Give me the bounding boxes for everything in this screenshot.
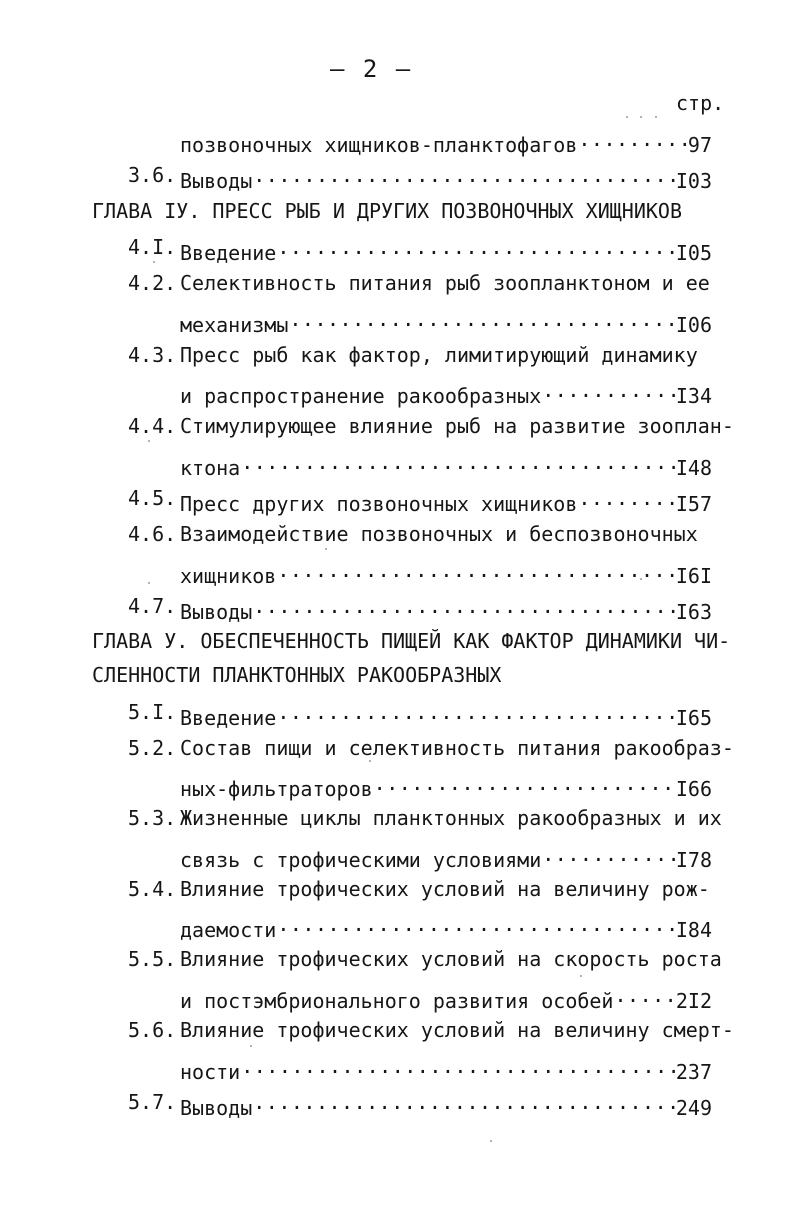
toc-entry-text: ности xyxy=(180,1060,241,1084)
scan-speck xyxy=(655,116,657,118)
dot-leader xyxy=(578,485,675,511)
toc-entry-continuation xyxy=(180,770,712,802)
toc-entry-text: Стимулирующее влияние рыб на развитие зооплан- xyxy=(180,414,734,438)
dot-leader xyxy=(253,162,675,188)
chapter-heading: ГЛАВА У. ОБЕСПЕЧЕННОСТЬ ПИЩЕЙ КАК ФАКТОР ДИНАМИКИ ЧИ- xyxy=(92,629,731,653)
toc-entry-text: и распространение ракообразных xyxy=(180,384,542,408)
toc-entry-continuation xyxy=(180,557,712,589)
scan-speck xyxy=(250,1045,252,1047)
scan-speck xyxy=(369,760,371,762)
dot-leader xyxy=(241,449,675,475)
toc-entry-number: 4.5. xyxy=(128,486,177,510)
toc-entry-page: 2I2 xyxy=(675,989,712,1013)
toc-entry-number: 4.2. xyxy=(128,271,177,295)
toc-entry-page: I48 xyxy=(675,456,712,480)
toc-entry-number: 5.6. xyxy=(128,1018,177,1042)
toc-entry-continuation xyxy=(180,306,712,338)
toc-entry-text: Взаимодействие позвоночных и беспозвоночных xyxy=(180,522,698,546)
toc-entry-text: Введение xyxy=(180,706,277,730)
scan-speck xyxy=(626,116,628,118)
dot-leader xyxy=(277,557,675,583)
dot-leader xyxy=(542,377,675,403)
toc-entry-page: I34 xyxy=(675,384,712,408)
toc-entry-page: I63 xyxy=(675,600,712,624)
dot-leader xyxy=(277,911,675,937)
toc-entry-page: I57 xyxy=(675,492,712,516)
pages-column-label: стр. xyxy=(676,91,725,115)
toc-entry-number: 3.6. xyxy=(128,163,177,187)
toc-entry-page: I84 xyxy=(675,918,712,942)
toc-entry-text: Введение xyxy=(180,241,277,265)
dot-leader xyxy=(374,770,675,796)
toc-entry-continuation xyxy=(180,1053,712,1085)
dot-leader xyxy=(289,306,675,332)
toc-entry-text: Состав пищи и селективность питания ракообраз- xyxy=(180,736,734,760)
toc-entry-text: Выводы xyxy=(180,169,253,193)
toc-entry-text: ктона xyxy=(180,456,241,480)
toc-entry-text: Пресс других позвоночных хищников xyxy=(180,492,578,516)
toc-entry-continuation xyxy=(180,911,712,943)
toc-entry xyxy=(180,162,712,194)
toc-entry-page: 97 xyxy=(687,133,712,157)
toc-entry-number: 5.5. xyxy=(128,947,177,971)
toc-entry-text: Влияние трофических условий на скорость роста xyxy=(180,947,722,971)
dot-leader xyxy=(277,234,675,260)
scan-speck xyxy=(580,975,582,977)
scan-speck xyxy=(148,582,150,584)
toc-entry-text: механизмы xyxy=(180,313,289,337)
toc-entry xyxy=(180,485,712,517)
toc-entry-number: 5.I. xyxy=(128,700,177,724)
toc-entry-page: 237 xyxy=(675,1060,712,1084)
toc-entry-text: Селективность питания рыб зоопланктоном и ее xyxy=(180,271,710,295)
toc-entry-number: 4.I. xyxy=(128,235,177,259)
scan-speck xyxy=(490,1140,492,1142)
scan-speck xyxy=(640,116,642,118)
toc-entry-page: I06 xyxy=(675,313,712,337)
toc-entry-text: связь с трофическими условиями xyxy=(180,848,542,872)
toc-entry xyxy=(180,593,712,625)
dot-leader xyxy=(578,126,687,152)
toc-entry-number: 4.3. xyxy=(128,343,177,367)
toc-entry-page: I05 xyxy=(675,241,712,265)
scan-speck xyxy=(148,440,150,442)
toc-entry-text: Жизненные циклы планктонных ракообразных и их xyxy=(180,806,722,830)
dot-leader xyxy=(253,1089,675,1115)
toc-entry-page: I65 xyxy=(675,706,712,730)
toc-entry-continuation xyxy=(180,377,712,409)
toc-entry-text: Выводы xyxy=(180,1096,253,1120)
toc-entry-number: 5.3. xyxy=(128,806,177,830)
toc-entry-continuation xyxy=(180,126,712,158)
toc-entry-text: Влияние трофических условий на величину рож- xyxy=(180,877,710,901)
page-number: – 2 – xyxy=(330,55,413,83)
toc-entry-text: ных-фильтраторов xyxy=(180,777,373,801)
toc-entry-continuation xyxy=(180,982,712,1014)
toc-entry-number: 4.7. xyxy=(128,594,177,618)
toc-entry-page: I6I xyxy=(675,564,712,588)
scan-speck xyxy=(153,261,155,263)
toc-entry xyxy=(180,699,712,731)
chapter-heading-continuation: СЛЕННОСТИ ПЛАНКТОННЫХ РАКООБРАЗНЫХ xyxy=(92,663,502,687)
dot-leader xyxy=(614,982,674,1008)
toc-entry-text: Влияние трофических условий на величину смерт- xyxy=(180,1018,734,1042)
dot-leader xyxy=(241,1053,675,1079)
toc-entry-number: 5.7. xyxy=(128,1090,177,1114)
dot-leader xyxy=(542,841,675,867)
toc-entry-number: 4.4. xyxy=(128,414,177,438)
toc-entry-text: хищников xyxy=(180,564,277,588)
toc-entry-text: Выводы xyxy=(180,600,253,624)
dot-leader xyxy=(253,593,675,619)
toc-entry-text: позвоночных хищников-планктофагов xyxy=(180,133,578,157)
toc-entry-continuation xyxy=(180,841,712,873)
toc-entry-page: I78 xyxy=(675,848,712,872)
toc-entry-page: 249 xyxy=(675,1096,712,1120)
toc-entry-continuation xyxy=(180,449,712,481)
toc-entry-number: 5.2. xyxy=(128,736,177,760)
toc-entry-number: 5.4. xyxy=(128,877,177,901)
dot-leader xyxy=(277,699,675,725)
chapter-heading: ГЛАВА IУ. ПРЕСС РЫБ И ДРУГИХ ПОЗВОНОЧНЫХ ХИЩНИКОВ xyxy=(92,199,683,223)
toc-entry-text: и постэмбрионального развития особей xyxy=(180,989,614,1013)
toc-entry xyxy=(180,1089,712,1121)
scan-speck xyxy=(325,548,327,550)
toc-entry-text: Пресс рыб как фактор, лимитирующий динамику xyxy=(180,343,698,367)
toc-entry-page: I66 xyxy=(675,777,712,801)
toc-entry-number: 4.6. xyxy=(128,522,177,546)
toc-entry-page: I03 xyxy=(675,169,712,193)
scan-speck xyxy=(640,578,642,580)
toc-entry-text: даемости xyxy=(180,918,277,942)
toc-entry xyxy=(180,234,712,266)
